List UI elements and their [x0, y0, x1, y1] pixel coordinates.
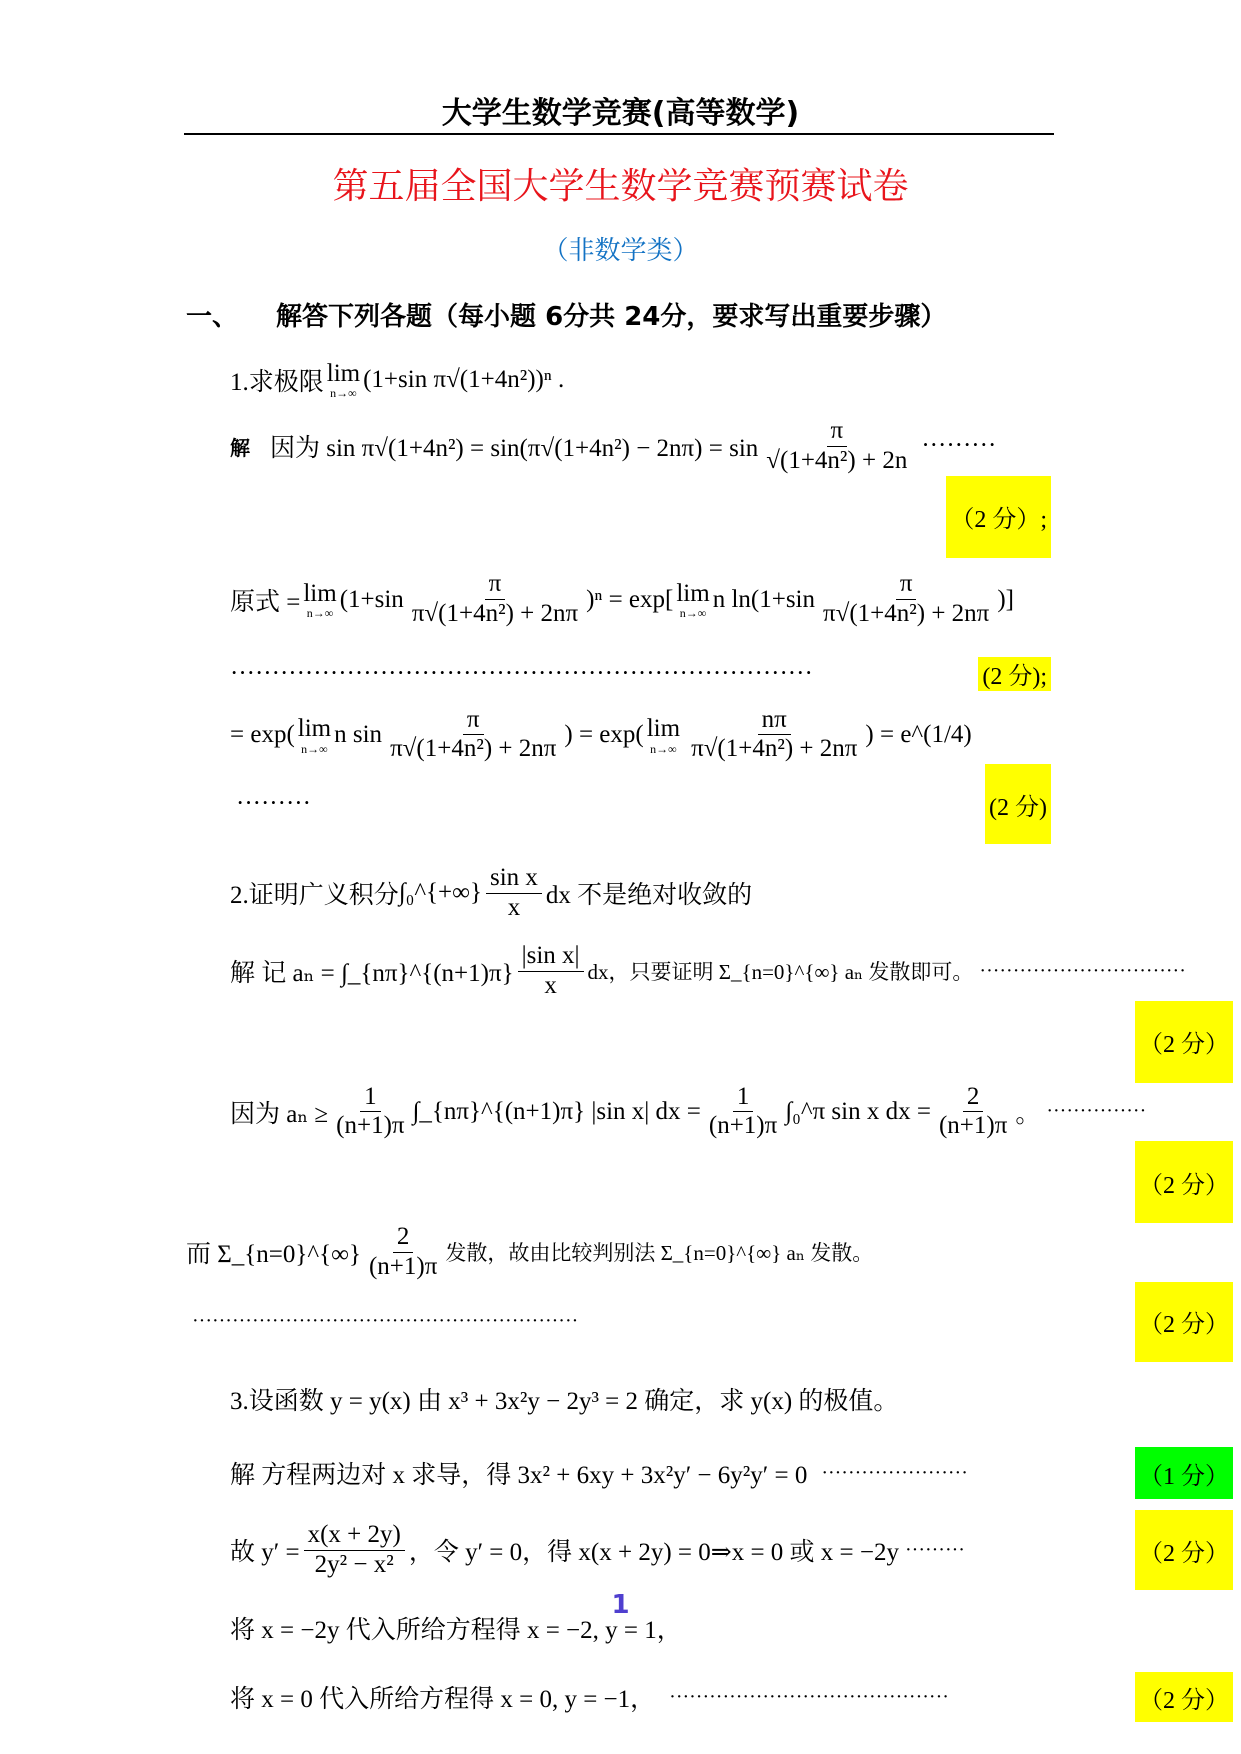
leader-dots: ······························· — [979, 959, 1186, 982]
section-heading — [186, 296, 946, 333]
lim-sub: n→∞ — [306, 606, 334, 621]
math-text: n sin — [334, 720, 383, 748]
numerator: x(x + 2y) — [304, 1521, 405, 1551]
q1-expression: (1+sin π√(1+4n²))ⁿ . — [363, 365, 565, 393]
numerator: sin x — [486, 864, 542, 894]
math-text: 解 方程两边对 x 求导，得 3x² + 6xy + 3x²y′ − 6y²y′ = 0 — [230, 1462, 808, 1489]
score-badge: （2 分）; — [946, 476, 1051, 558]
solution-label: 解 — [230, 435, 250, 460]
leader-dots: ······································································ — [230, 659, 813, 687]
fraction — [819, 570, 993, 629]
math-text: 因为 aₙ ≥ — [230, 1100, 329, 1128]
q2-prompt-text: 2.证明广义积分 — [230, 882, 399, 909]
q1-prompt — [0, 342, 1241, 417]
numerator: 2 — [963, 1083, 984, 1113]
numerator: nπ — [758, 706, 791, 736]
q2-solution-line2 — [0, 1083, 1241, 1224]
numerator: 1 — [360, 1083, 381, 1113]
q2-prompt — [0, 844, 1241, 942]
score-badge: （2 分） — [1135, 1672, 1233, 1722]
math-text: ) = exp( — [564, 720, 644, 748]
fraction — [386, 706, 560, 765]
fraction — [486, 864, 542, 923]
denominator: x — [507, 893, 521, 921]
denominator: (n+1)π — [336, 1112, 405, 1140]
math-text: 原式 = — [230, 588, 301, 616]
integral-sign: ∫₀^{+∞} — [398, 879, 482, 906]
score-badge: （2 分） — [1135, 1141, 1233, 1223]
numerator: 2 — [393, 1223, 414, 1253]
q2-solution-line3 — [0, 1223, 1241, 1362]
lim — [303, 580, 336, 620]
lim — [327, 360, 360, 400]
numerator: |sin x| — [518, 942, 584, 972]
fraction — [304, 1521, 405, 1580]
denominator: 2y² − x² — [314, 1550, 394, 1578]
math-text: 因为 sin π√(1+4n²) = sin(π√(1+4n²) − 2nπ) = sin — [270, 435, 759, 463]
lim-text: lim — [326, 359, 361, 387]
leader-dots: ·························································· — [192, 1310, 579, 1332]
exam-title: 第五届全国大学生数学竞赛预赛试卷 — [332, 166, 909, 207]
math-text: (1+sin — [339, 585, 404, 613]
q2-solution-line1 — [0, 942, 1241, 1083]
math-text: dx 不是绝对收敛的 — [545, 882, 753, 909]
denominator: π√(1+4n²) + 2nπ — [823, 600, 990, 627]
q1-solution-line1 — [0, 417, 1241, 558]
denominator: π√(1+4n²) + 2nπ — [691, 735, 858, 763]
leader-dots: ········· — [236, 790, 311, 817]
numerator: 1 — [733, 1083, 754, 1113]
lim-sub: n→∞ — [330, 386, 357, 401]
lim — [647, 715, 680, 755]
lim-sub: n→∞ — [650, 741, 677, 756]
leader-dots: ········· — [905, 1538, 965, 1561]
q1-solution-line2 — [0, 558, 1241, 642]
q1-prompt-text: 1.求极限 — [230, 368, 324, 396]
page-number: 1 — [611, 1590, 630, 1620]
fraction — [365, 1223, 441, 1282]
numerator: π — [485, 570, 506, 600]
score-badge: (2 分) — [985, 764, 1051, 844]
denominator: √(1+4n²) + 2n — [766, 446, 908, 474]
lim — [676, 580, 709, 620]
math-text: = exp( — [230, 720, 295, 748]
score-badge: （2 分） — [1135, 1001, 1233, 1083]
math-text: ) = e^(1/4) — [865, 720, 972, 748]
math-text: ∫₀^π sin x dx = — [785, 1097, 931, 1125]
q1-dots-line — [0, 642, 1241, 706]
leader-dots: ··············· — [1046, 1100, 1147, 1123]
answer-body — [0, 342, 1241, 1730]
lim-text: lim — [646, 715, 681, 742]
math-text: ，令 y′ = 0，得 x(x + 2y) = 0⇒x = 0 或 x = −2y — [408, 1539, 899, 1566]
q3-solution-line1 — [0, 1437, 1241, 1510]
math-text: 发散，故由比较判别法 Σ_{n=0}^{∞} aₙ 发散。 — [445, 1241, 874, 1266]
q1-solution-line4 — [0, 706, 1241, 845]
denominator: (n+1)π — [368, 1252, 438, 1280]
fraction — [687, 706, 861, 765]
lim-sub: n→∞ — [679, 606, 707, 621]
numerator: π — [827, 417, 848, 447]
header-rule — [184, 133, 1054, 135]
fraction — [518, 942, 584, 1001]
math-text: 解 记 aₙ = ∫_{nπ}^{(n+1)π} — [230, 960, 514, 988]
leader-dots: ······················ — [821, 1461, 968, 1484]
q3-prompt — [0, 1362, 1241, 1437]
score-badge: （2 分） — [1135, 1282, 1233, 1362]
math-text: 将 x = −2y 代入所给方程得 x = −2, y = 1， — [230, 1616, 682, 1644]
lim-text: lim — [297, 715, 332, 742]
math-text: 故 y′ = — [230, 1539, 300, 1566]
section-number: 一、 — [186, 302, 239, 332]
lim — [298, 715, 331, 755]
q3-solution-line2 — [0, 1510, 1241, 1591]
denominator: π√(1+4n²) + 2nπ — [411, 600, 579, 627]
denominator: (n+1)π — [938, 1112, 1008, 1140]
fraction — [408, 570, 582, 629]
q3-prompt-text: 3.设函数 y = y(x) 由 x³ + 3x²y − 2y³ = 2 确定，求 y(x) 的极值。 — [230, 1388, 899, 1415]
fraction — [705, 1083, 781, 1142]
fraction — [762, 417, 911, 476]
running-header: 大学生数学竞赛(高等数学) — [441, 96, 800, 131]
fraction — [332, 1083, 408, 1142]
score-badge: (2 分); — [978, 657, 1051, 691]
math-text: n ln(1+sin — [712, 585, 815, 613]
section-title: 解答下列各题（每小题 6分共 24分，要求写出重要步骤） — [276, 302, 947, 332]
denominator: x — [544, 971, 557, 999]
lim-text: lim — [303, 579, 337, 607]
leader-dots: ········· — [921, 432, 997, 460]
lim-sub: n→∞ — [301, 741, 328, 756]
fraction — [935, 1083, 1011, 1142]
exam-subtitle: （非数学类） — [542, 236, 699, 266]
denominator: π√(1+4n²) + 2nπ — [390, 735, 557, 763]
math-text: 。 — [1015, 1100, 1041, 1128]
lim-text: lim — [676, 579, 710, 607]
math-text: ∫_{nπ}^{(n+1)π} |sin x| dx = — [412, 1097, 701, 1125]
numerator: π — [463, 706, 484, 736]
math-text: 将 x = 0 代入所给方程得 x = 0, y = −1， — [230, 1686, 656, 1713]
numerator: π — [896, 570, 917, 600]
q3-solution-line4 — [0, 1665, 1241, 1730]
denominator: (n+1)π — [708, 1112, 778, 1140]
math-text: )ⁿ = exp[ — [586, 585, 674, 613]
score-badge: （2 分） — [1135, 1510, 1233, 1590]
math-text: dx，只要证明 Σ_{n=0}^{∞} aₙ 发散即可。 — [587, 960, 974, 985]
math-text: 而 Σ_{n=0}^{∞} — [186, 1241, 361, 1269]
score-badge: （1 分） — [1135, 1447, 1233, 1499]
math-text: )] — [997, 585, 1014, 613]
leader-dots: ·········································· — [669, 1685, 949, 1708]
